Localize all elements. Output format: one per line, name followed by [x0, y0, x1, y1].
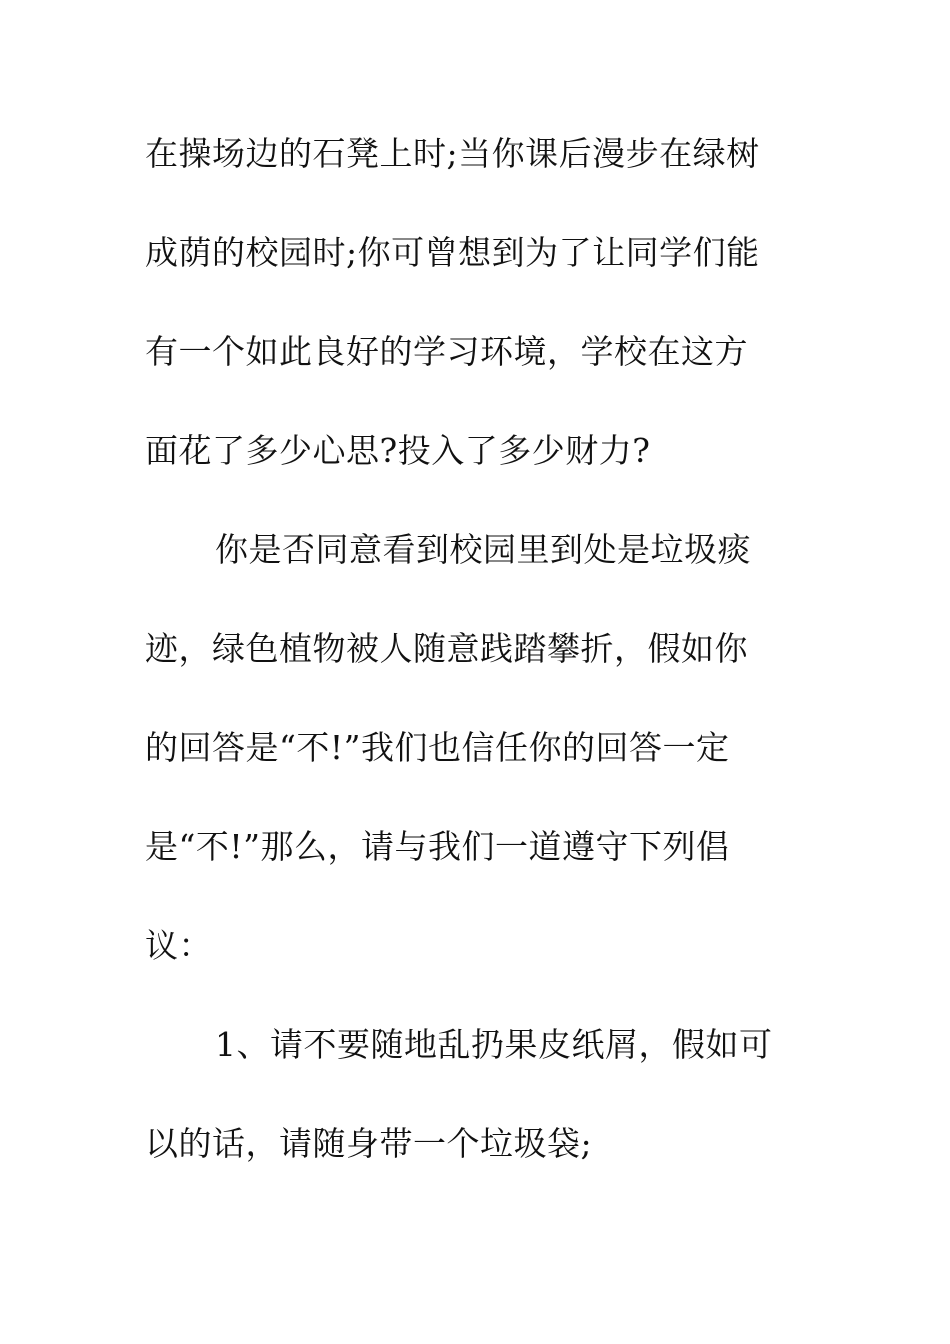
text-line: 议：: [145, 926, 212, 965]
text-line: 在操场边的石凳上时;当你课后漫步在绿树: [145, 134, 760, 173]
text-line: 成荫的校园时;你可曾想到为了让同学们能: [145, 233, 760, 272]
text-line: 是“不!”那么，请与我们一道遵守下列倡: [145, 827, 730, 866]
paragraph-start-line: 你是否同意看到校园里到处是垃圾痰: [215, 530, 751, 569]
text-line: 有一个如此良好的学习环境，学校在这方: [145, 332, 748, 371]
text-line: 的回答是“不!”我们也信任你的回答一定: [145, 728, 730, 767]
list-item-start-line: 1、请不要随地乱扔果皮纸屑，假如可: [215, 1025, 773, 1064]
text-line: 以的话，请随身带一个垃圾袋;: [145, 1124, 593, 1163]
text-line: 迹，绿色植物被人随意践踏攀折，假如你: [145, 629, 748, 668]
text-line: 面花了多少心思?投入了多少财力?: [145, 431, 651, 470]
body-text: [145, 124, 805, 1213]
